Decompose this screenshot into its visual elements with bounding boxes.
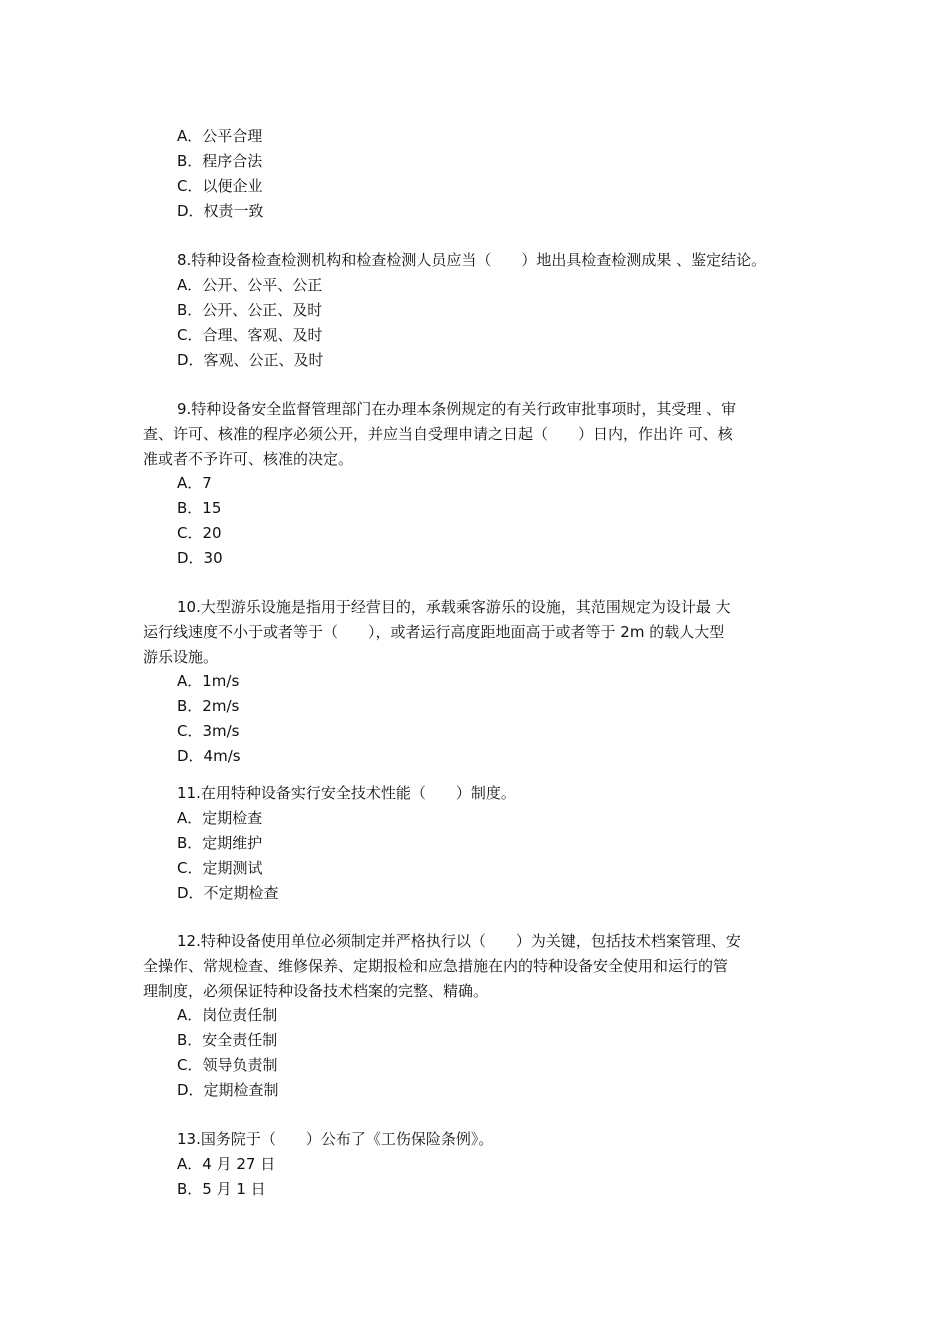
- q11-option-b: B．定期维护: [177, 834, 263, 852]
- q13-option-a: A．4 月 27 日: [177, 1155, 276, 1173]
- q10-option-b: B．2m/s: [177, 697, 240, 715]
- q9-stem-line-2: 查、许可、核准的程序必须公开，并应当自受理申请之日起（ ）日内，作出许 可、核: [143, 425, 733, 443]
- q10-option-d: D．4m/s: [177, 747, 241, 765]
- q10-option-a: A．1m/s: [177, 672, 240, 690]
- q7-option-c: C．以便企业: [177, 177, 263, 195]
- q12-stem-line-3: 理制度，必须保证特种设备技术档案的完整、精确。: [143, 982, 489, 1000]
- q8-option-d: D．客观、公正、及时: [177, 351, 324, 369]
- q8-option-c: C．合理、客观、及时: [177, 326, 323, 344]
- q7-option-d: D．权责一致: [177, 202, 264, 220]
- q8-stem: 8.特种设备检查检测机构和检查检测人员应当（ ）地出具检查检测成果 、鉴定结论。: [177, 251, 767, 269]
- q9-stem-line-1: 9.特种设备安全监督管理部门在办理本条例规定的有关行政审批事项时，其受理 、审: [177, 400, 737, 418]
- q9-option-b: B．15: [177, 499, 222, 517]
- q12-stem-line-2: 全操作、常规检查、维修保养、定期报检和应急措施在内的特种设备安全使用和运行的管: [143, 957, 729, 975]
- q10-option-c: C．3m/s: [177, 722, 240, 740]
- q9-stem-line-3: 准或者不予许可、核准的决定。: [143, 450, 354, 468]
- q9-option-c: C．20: [177, 524, 222, 542]
- q7-option-b: B．程序合法: [177, 152, 263, 170]
- q8-option-a: A．公开、公平、公正: [177, 276, 323, 294]
- q12-option-a: A．岗位责任制: [177, 1006, 278, 1024]
- q8-option-b: B．公开、公正、及时: [177, 301, 323, 319]
- q13-stem: 13.国务院于（ ）公布了《工伤保险条例》。: [177, 1130, 494, 1148]
- q10-stem-line-1: 10.大型游乐设施是指用于经营目的，承载乘客游乐的设施，其范围规定为设计最 大: [177, 598, 731, 616]
- q13-option-b: B．5 月 1 日: [177, 1180, 266, 1198]
- q12-option-d: D．定期检查制: [177, 1081, 279, 1099]
- q11-option-c: C．定期测试: [177, 859, 263, 877]
- q9-option-d: D．30: [177, 549, 223, 567]
- q12-stem-line-1: 12.特种设备使用单位必须制定并严格执行以（ ）为关键，包括技术档案管理、安: [177, 932, 741, 950]
- q7-option-a: A．公平合理: [177, 127, 263, 145]
- q12-option-c: C．领导负责制: [177, 1056, 278, 1074]
- q9-option-a: A．7: [177, 474, 212, 492]
- q11-stem: 11.在用特种设备实行安全技术性能（ ）制度。: [177, 784, 516, 802]
- q11-option-a: A．定期检查: [177, 809, 263, 827]
- q10-stem-line-3: 游乐设施。: [143, 648, 219, 666]
- q10-stem-line-2: 运行线速度不小于或者等于（ ），或者运行高度距地面高于或者等于 2m 的载人大型: [143, 623, 725, 641]
- q12-option-b: B．安全责任制: [177, 1031, 278, 1049]
- q11-option-d: D．不定期检查: [177, 884, 279, 902]
